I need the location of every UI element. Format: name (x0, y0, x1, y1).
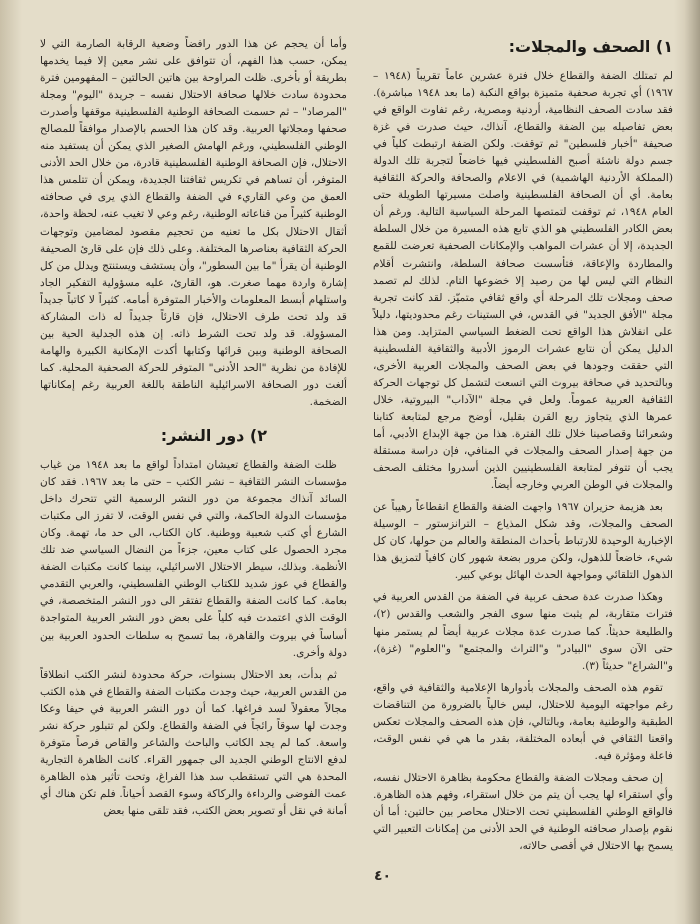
section2-heading: ٢) دور النشر: (160, 426, 267, 446)
left-column (40, 36, 347, 825)
right-column (373, 36, 673, 860)
section1-heading: ١) الصحف والمجلات: (508, 37, 673, 56)
section1-continuation: وأما أن يحجم عن هذا الدور رافضاً وضعية الرقابة الصارمة التي لا يمكن، حسب هذا الفهم، أن تتوافق على نشر معين إلا فيما يخدمها بطريقة أو بأخرى. ظلت المراوحة بين هاتين الحالتين – المفهومين فترة محدودة سادت خلالها صحافة الاحتلال نفسه – جريدة "اليوم" ومجلة "المرصاد" – ثم حسمت الصحافة الوطنية الفلسطينية موقفها وأصدرت صحفها ومجلاتها العربية. وقد كان هذا الحسم بالإصدار موافقاً للمصالح الوطني الفلسطيني، ورغم الهامش الصغير الذي يمكن أن يستفيد منه الاحتلال، فإن الصحافة الوطنية الفلسطينية قادرة، من خلال الحد الأدنى المتوفر، أن تساهم في تكريس ثقافتنا الجديدة، ويمكن أن تتلمس هذا العمق من وعي القاريء في الضفة والقطاع الذي يرى في صحافته الوطنية كثيراً من قناعاته الوطنية، رغم وعي لا تغيب عنه، لحظة واحدة، أثقال الاحتلال بكل ما تعنيه من تحجيم مقصود لمضامين وتوجهات الحركة الثقافية بعناصرها المختلفة. وعلى ذلك فإن على قارئ الصحيفة الوطنية أن يقرأ "ما بين السطور"، وأن يستشف ويستنتج ويدلل من كل إشارة واردة مهما صغرت. هو، القارئ، عليه مسؤولية التفكير الجاد واستلهام أبسط المعلومات والأخبار المتوفرة أمامه. كثيراً لا كاتباً جديداً قد ولد تحت طرف الاحتلال، فإن قارئاً جديداً له ذات المشاركة المسؤولة. قد ولد تحت الشرط ذاته. إن هذه الجدلية الحية بين الصحافة الوطنية وبين قرائها وكتابها أكدت الإمكانية الكبيرة والهامة للإفادة من نظرية "الحد الأدنى" المتوفر للحركة الصحفية المحلية. كما ألغت دور الصحافة الاسرائيلية الناطقة باللغة العربية رغم إمكاناتها الضخمة. (40, 38, 347, 408)
section1-paragraph-4: تقوم هذه الصحف والمجلات بأدوارها الإعلامية والثقافية في واقع، رغم مواجهته اليومية للاحتلال، ليس خالياً بالضرورة من التناقضات الطبقية والوطنية بعامة، وبالتالي، فإن هذه الصحف والمجلات تعكس واقعنا الثقافي في أبعاده المختلفة، بقدر ما هي في نفس الوقت، فاعلة ومؤثرة فيه. (373, 681, 673, 762)
section1-paragraph-3: وهكذا صدرت عدة صحف عربية في الضفة من القدس العربية في فترات متقاربة، لم يثبت منها سوى الفجر والشعب والقدس (٢)، والطليعة حديثاً. كما صدرت عدة مجلات عربية أيضاً لم يستمر منها حتى الآن سوى "البيادر" و"التراث والمجتمع" و"العلوم" (غزة)، و"الشراع" حديثاً (٣). (373, 591, 673, 672)
section2-paragraph-1: ظلت الضفة والقطاع تعيشان امتداداً لواقع ما بعد ١٩٤٨ من غياب مؤسسات النشر الثقافية – نشر الكتب – حتى ما بعد ١٩٦٧. فقد كان السائد آنذاك مجموعة من دور النشر الرسمية التي تتحرك داخل مؤسسات الدولة الحاكمة، والتي في نفس الوقت، لا تفرز الى مكتبات الشارع أي كتب شعبية ووطنية. كان الكتاب، الى حد ما، تهمة. وكان مجرد الحصول على كتاب معين، جزءاً من النضال السياسي ضد تلك الأنظمة. وبذلك، سيطر الاحتلال الاسرائيلي، بينما كانت مكتبات الضفة والقطاع في عوز شديد للكتاب الوطني الفلسطيني، والعربي التقدمي بعامة. كما كانت الضفة والقطاع تفتقر الى دور النشر المتخصصة، في الوقت الذي اعتمدت فيه كلياً على بعض دور النشر العربية المتواجدة أساساً في بيروت والقاهرة، بما تسمح به سلطات الحدود العربية بين دولة وأخرى. (40, 459, 348, 659)
section2-paragraph-2: ثم بدأت، بعد الاحتلال بسنوات، حركة محدودة لنشر الكتب انطلاقاً من القدس العربية، حيث وجدت مكتبات الضفة والقطاع في هذه الكتب مجالاً معقولاً لسد فراغها. كما أن دور النشر العربية في حيفا وعكا وجدت لها سوقاً رائجاً في الضفة والقطاع. ولكن لم تتبلور حركة نشر واسعة. كما لم يجد الكاتب والباحث والشاعر والقاص فرصاً متوفرة لدفع الانتاج الوطني الجديد الى جمهور القراء. كانت الظاهرة التجارية المحدة هي التي تستقطب سد هذا الفراغ، وتحت تأثير هذه الظاهرة عمت الفوضى والرداءة والركاكة وسوء القصد أحياناً. فلم تكن هناك أي أمانة في نقل أو تصوير بعض الكتب، فقد تلقى منها بعض (40, 668, 347, 817)
page-gutter-shadow (0, 0, 22, 924)
section1-paragraph-1: لم تمتلك الضفة والقطاع خلال فترة عشرين عاماً تقريباً (١٩٤٨ – ١٩٦٧) أي تجربة صحفية متميزة بواقع النكبة (ما بعد ١٩٤٨ مباشرة). فقد سادت الصحف النظامية، أردنية ومصرية، رغم تفاوت الواقع في بعض تفاصيله بين الضفة والقطاع، آنذاك، حيث صدرت في غزة صحيفة "أخبار فلسطين" ثم توقفت. ولكن الضفة ارتبطت كلياً في جسم دولة ناشئة أصبح الفلسطيني فيها خاضعاً لتجربة تلك الدولة (المملكة الأردنية الهاشمية) في الاعلام والصحافة والحركة الثقافية بعامة. أي أن الصحافة الفلسطينية واصلت مسيرتها الطويلة حتى العام ١٩٤٨، ثم توقفت لتمتصها المرحلة السياسية التالية. ورغم أن بعض الكادر الفلسطيني هو الذي تابع هذه المسيرة من خلال السلطة الجديدة، إلا أن عشرات المواهب والإمكانات الصحفية تعرضت للقمع والمطاردة والإعاقة، فتأسست صحافة السلطة، وانتشرت أقلام النظام التي ليس لها من رصيد إلا خضوعها التام. لذلك لم تصمد صحف ومجلات تلك المرحلة أي واقع ثقافي متميّز. لقد كانت تجربة مجلة "الأفق الجديد" في القدس، في الستينات رغم محدوديتها، دليلاً على انفلاش هذا الواقع تحت الضغط السياسي المتزايد. ومن هذا الدليل يمكن أن نتابع عشرات الرموز الأدبية والثقافية الفلسطينية التي حققت وجودها في بعض الصحف والمجلات العربية الأخرى، وبالتحديد في صحافة بيروت التي اتسعت لتشمل كل توجهات الحركة الثقافية العربية عموماً. ولعل في مجلة "الآداب" البيروتية، خلال عمرها الذي يتجاوز ربع القرن بقليل، أوضح مرجع لمتابعة كتابنا وشعرائنا وقصاصينا خلال تلك الفترة. هذا من جهة الإبداع الأدبي، أما من جهة إصدار الصحف والمجلات في المنافي، فإن دراسة مستقلة يجب أن تتوفر لمتابعة الفلسطينيين الذين أسدروا مختلف الصحف والمجلات في الوطن العربي وخارجه أيضاً. (373, 70, 674, 492)
section1-paragraph-2: بعد هزيمة حزيران ١٩٦٧ واجهت الضفة والقطاع انقطاعاً رهيباً عن الصحف والمجلات، وقد شكل المذياع – الترانزستور – الوسيلة الإخبارية الوحيدة للارتباط بأحداث المنطقة والعالم من حولها، كان كل شيء، خاضعاً للذهول، ولكن مرور بضعة شهور كان كافياً لتمزيق هذا الذهول التلقائي ومواجهة الحدث الهائل بوعي كبير. (373, 501, 673, 582)
page-edge-shadow (674, 0, 700, 924)
page-number: ٤٠ (374, 868, 392, 884)
section1-paragraph-5: إن صحف ومجلات الضفة والقطاع محكومة بظاهرة الاحتلال نفسه، وأي استقراء لها يجب أن يتم من خلال استقراء، وفهم هذه الظاهرة. فالواقع الوطني الفلسطيني تحت الاحتلال محاصر بين حالتين: أما أن نقوم بإصدار صحافته الوطنية في الحد الأدنى من إمكانات التعبير التي يسمح بها الاحتلال في أقصى حالاته، (373, 771, 673, 853)
